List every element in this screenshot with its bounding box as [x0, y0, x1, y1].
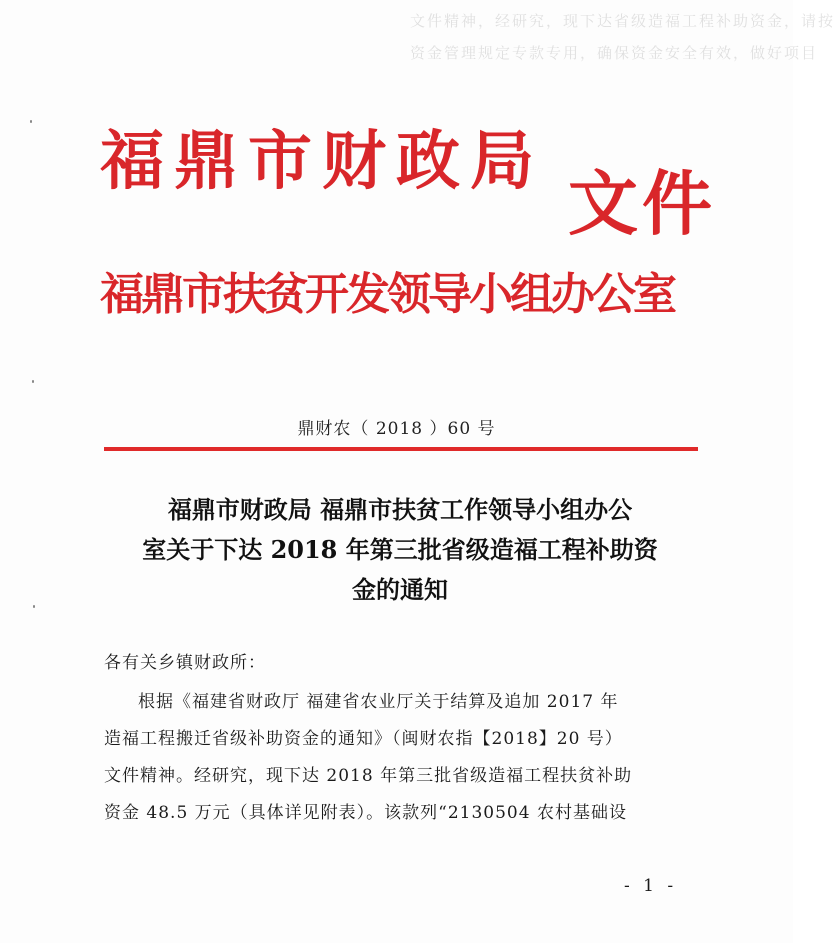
salutation: 各有关乡镇财政所： — [104, 653, 266, 673]
body-line: 根据《福建省财政厅 福建省农业厅关于结算及追加 2017 年 — [138, 692, 619, 712]
bleed-through-text: 资金管理规定专款专用，确保资金安全有效，做好项目 — [410, 44, 819, 62]
scan-speck — [32, 380, 34, 383]
body-line: 资金 48.5 万元（具体详见附表）。该款列“2130504 农村基础设 — [104, 803, 627, 823]
header-org-finance-bureau: 福鼎市财政局 — [100, 124, 544, 199]
notice-title-line: 金的通知 — [352, 575, 448, 604]
document-number: 鼎财农（ 2018 ）60 号 — [297, 419, 496, 439]
notice-title — [100, 490, 700, 610]
red-divider-rule — [104, 447, 698, 451]
scan-speck — [33, 605, 35, 608]
notice-title-line: 室关于下达 2018 年第三批省级造福工程补助资 — [142, 535, 658, 564]
notice-title-line: 福鼎市财政局 福鼎市扶贫工作领导小组办公 — [167, 495, 633, 524]
body-line: 文件精神。经研究，现下达 2018 年第三批省级造福工程扶贫补助 — [104, 766, 633, 786]
body-text — [104, 684, 704, 832]
body-line: 造福工程搬迁省级补助资金的通知》（闽财农指【2018】20 号） — [104, 729, 623, 749]
scan-speck — [30, 120, 32, 123]
bleed-through-text: 文件精神，经研究，现下达省级造福工程补助资金，请按 — [410, 12, 835, 30]
header-org-poverty-office: 福鼎市扶贫开发领导小组办公室 — [100, 269, 674, 320]
page-number: - 1 - — [624, 876, 678, 896]
header-document-label: 文件 — [568, 162, 716, 245]
